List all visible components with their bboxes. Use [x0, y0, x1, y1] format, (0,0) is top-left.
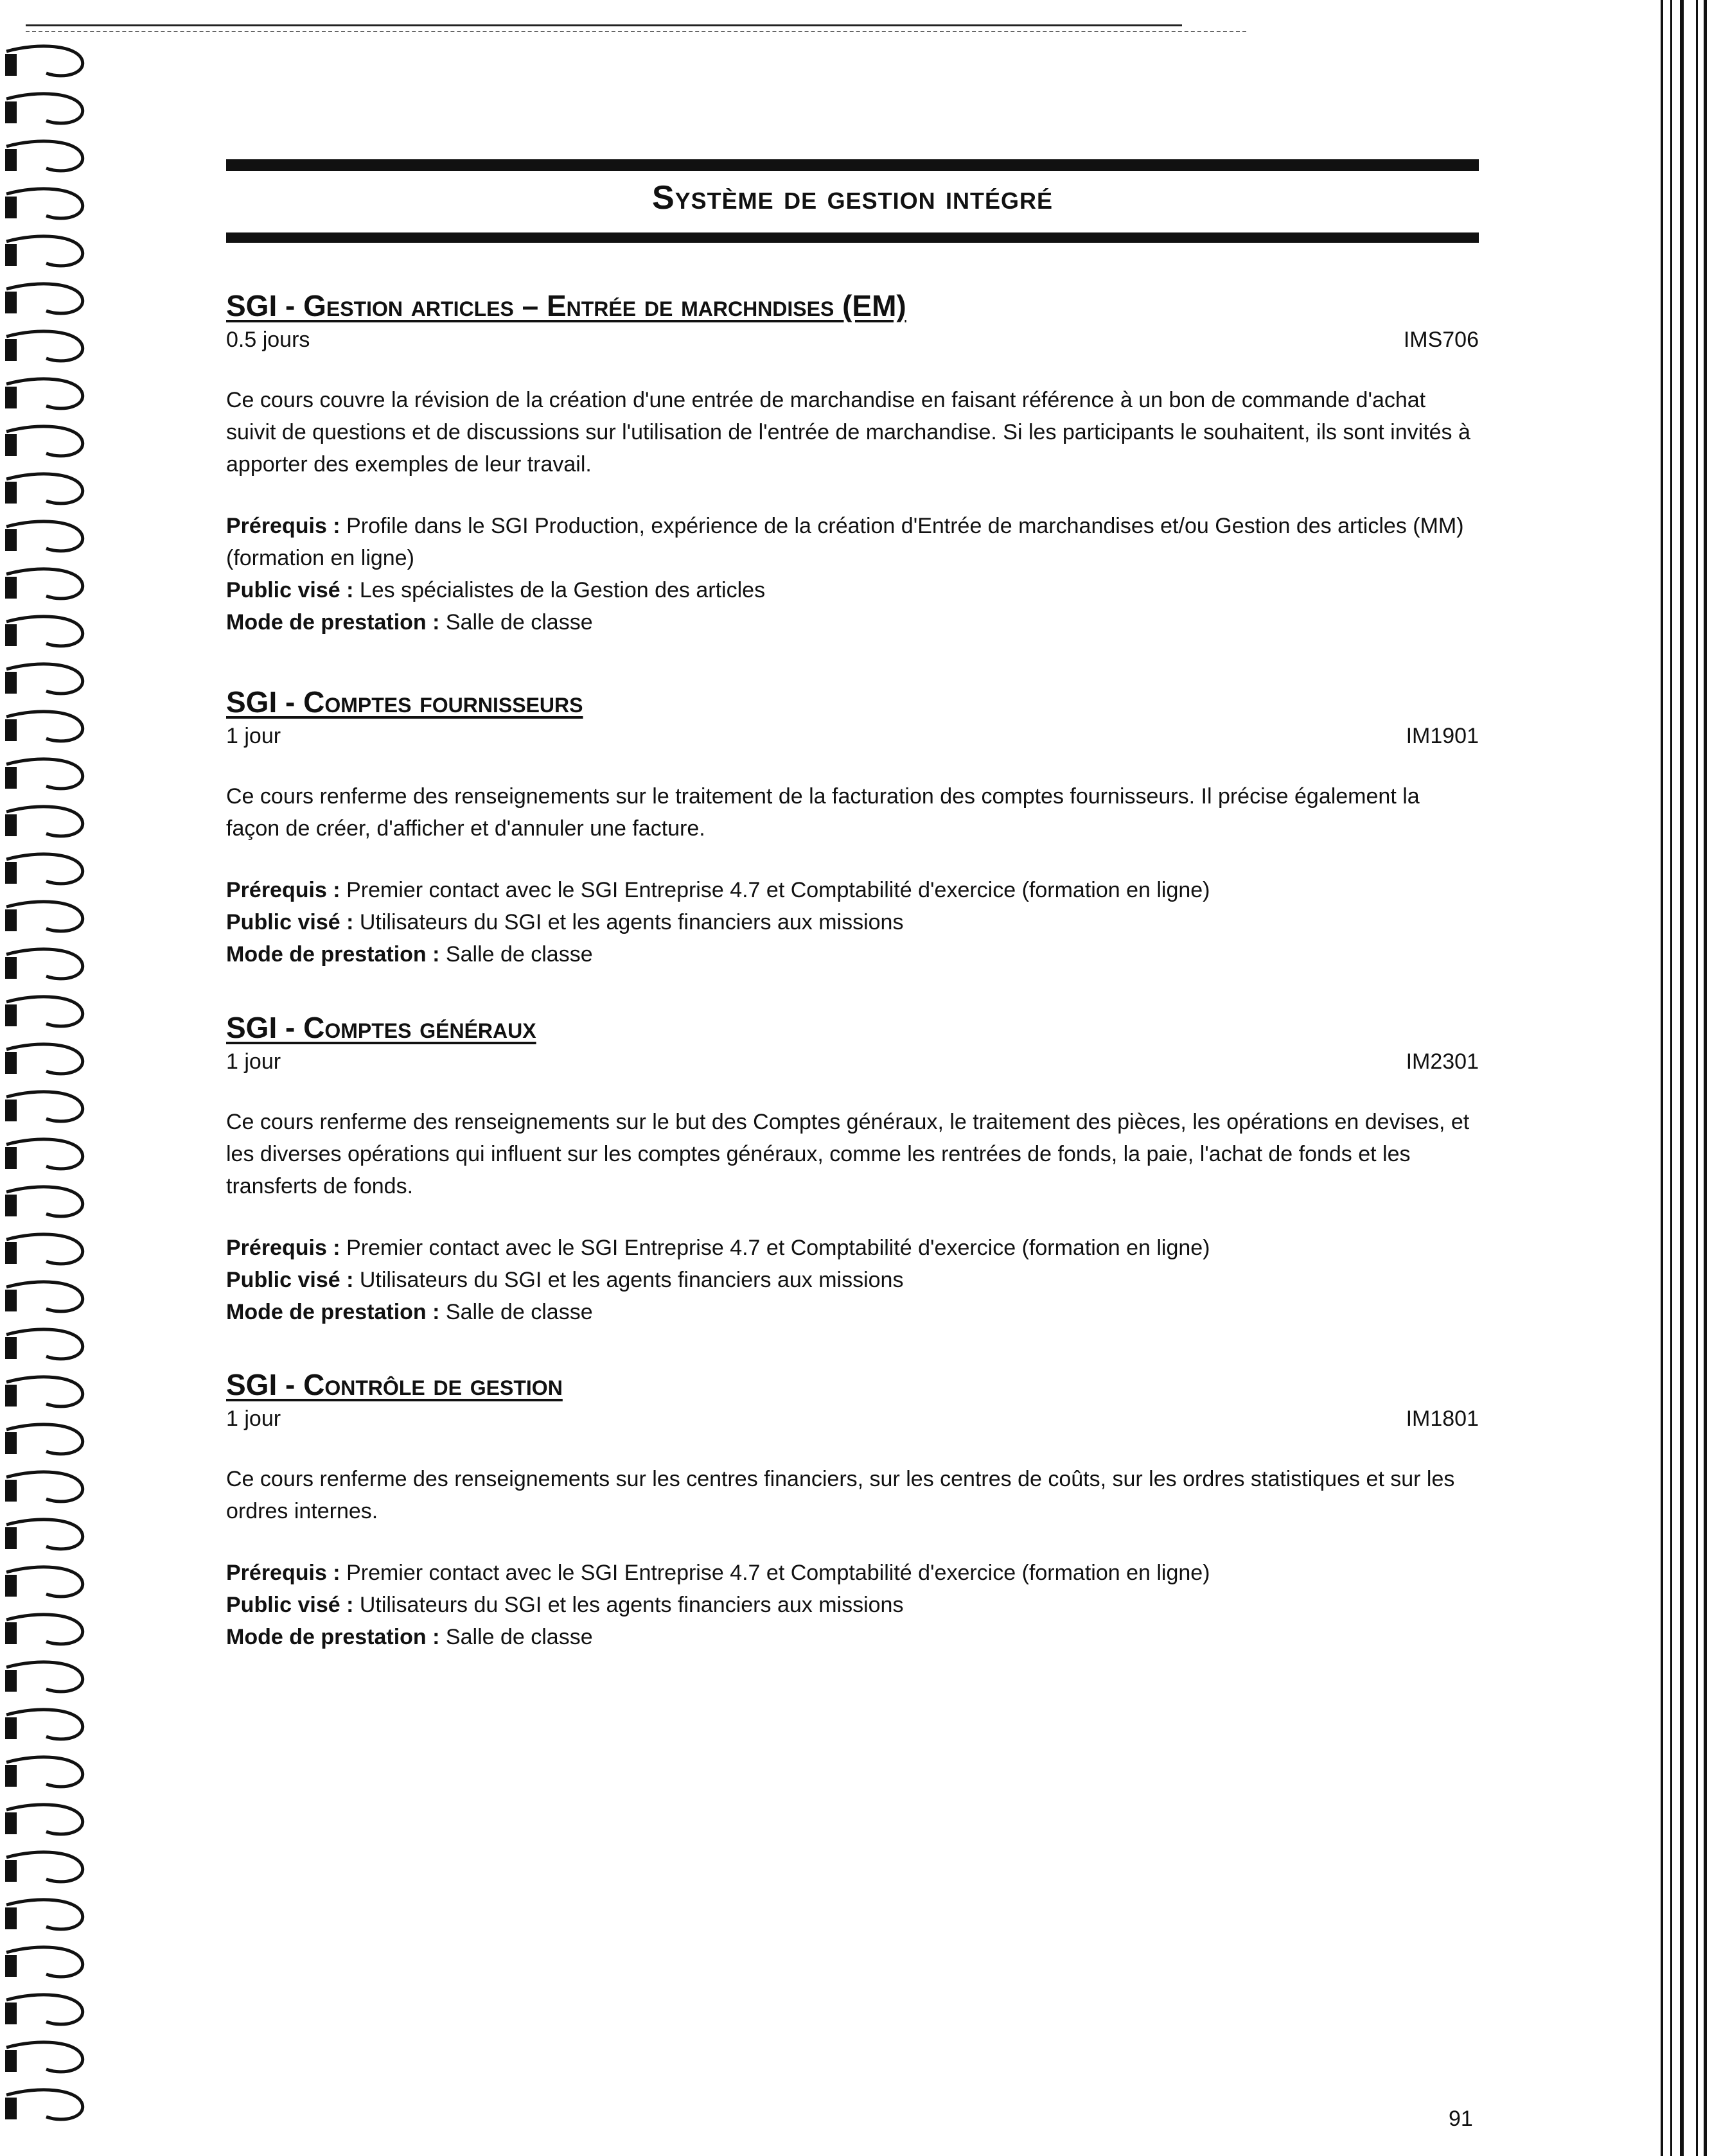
course-title: SGI - Gestion articles – Entrée de marchndises (EM)	[226, 289, 906, 322]
binding-hole	[5, 197, 17, 218]
mode-label: Mode de prestation :	[226, 1300, 440, 1324]
binding-hole	[5, 101, 17, 123]
binding-coil	[6, 1044, 83, 1074]
prerequis-value: Premier contact avec le SGI Entreprise 4.7 et Comptabilité d'exercice (formation en ligne)	[346, 1561, 1210, 1585]
course-duration: 1 jour	[226, 724, 281, 748]
binding-hole	[5, 814, 17, 836]
mode-line	[226, 1296, 1479, 1328]
course-title: SGI - Comptes fournisseurs	[226, 685, 583, 719]
page-edge-line	[1696, 0, 1698, 2156]
course-title: SGI - Comptes généraux	[226, 1011, 536, 1044]
public-value: Utilisateurs du SGI et les agents financiers aux missions	[359, 1268, 904, 1292]
binding-hole	[5, 1575, 17, 1597]
prerequis-label: Prérequis :	[226, 1561, 340, 1585]
public-label: Public visé :	[226, 1593, 354, 1617]
page-title: Système de gestion intégré	[651, 179, 1054, 216]
binding-coil	[6, 664, 83, 694]
binding-coil	[6, 284, 83, 313]
mode-value: Salle de classe	[445, 1625, 593, 1649]
binding-hole	[5, 54, 17, 76]
binding-hole	[5, 529, 17, 551]
public-line	[226, 1264, 1479, 1296]
binding-hole	[5, 1670, 17, 1692]
binding-hole	[5, 1955, 17, 1977]
prerequis-label: Prérequis :	[226, 1236, 340, 1260]
binding-hole	[5, 149, 17, 171]
binding-coil	[6, 1187, 83, 1216]
binding-hole	[5, 577, 17, 599]
prerequis-value: Premier contact avec le SGI Entreprise 4.7 et Comptabilité d'exercice (formation en ligne)	[346, 878, 1210, 902]
course-section	[226, 1010, 1479, 1328]
binding-coil	[6, 997, 83, 1026]
binding-hole	[5, 339, 17, 361]
binding-coil	[6, 1710, 83, 1739]
course-meta	[226, 1404, 1479, 1433]
binding-coil	[6, 1282, 83, 1311]
binding-hole	[5, 1337, 17, 1359]
scan-top-line	[26, 24, 1182, 26]
binding-coil	[6, 1520, 83, 1549]
binding-coil	[6, 331, 83, 361]
binding-hole	[5, 1432, 17, 1454]
binding-hole	[5, 1765, 17, 1787]
public-label: Public visé :	[226, 910, 354, 934]
title-rule-bottom	[226, 232, 1479, 243]
binding-hole	[5, 1812, 17, 1834]
binding-hole	[5, 1290, 17, 1311]
binding-coil	[6, 46, 83, 76]
course-duration: 1 jour	[226, 1049, 281, 1074]
mode-label: Mode de prestation :	[226, 1625, 440, 1649]
binding-coil	[6, 1472, 83, 1502]
binding-coil	[6, 1139, 83, 1169]
prerequis-line	[226, 874, 1479, 906]
binding-coil	[6, 1662, 83, 1692]
binding-coil	[6, 902, 83, 931]
binding-hole	[5, 1480, 17, 1502]
binding-coil	[6, 1329, 83, 1359]
binding-coil	[6, 712, 83, 741]
course-details	[226, 874, 1479, 970]
title-rule-top	[226, 159, 1479, 171]
prerequis-line	[226, 510, 1479, 574]
binding-hole	[5, 2003, 17, 2024]
binding-coil	[6, 1615, 83, 1644]
prerequis-label: Prérequis :	[226, 878, 340, 902]
binding-coil	[6, 521, 83, 551]
course-meta	[226, 1047, 1479, 1076]
course-title: SGI - Contrôle de gestion	[226, 1368, 563, 1401]
course-section	[226, 684, 1479, 970]
course-code: IM1901	[1406, 724, 1479, 748]
binding-coil	[6, 617, 83, 646]
binding-coil	[6, 1757, 83, 1787]
page-edge-line	[1661, 0, 1663, 2156]
mode-line	[226, 606, 1479, 638]
binding-coil	[6, 141, 83, 171]
course-details	[226, 1557, 1479, 1653]
course-description: Ce cours renferme des renseignements sur les centres financiers, sur les centres de coûts, sur les ordres statistiques et sur les ordres internes.	[226, 1467, 1455, 1523]
binding-hole	[5, 1622, 17, 1644]
binding-coil	[6, 949, 83, 979]
mode-label: Mode de prestation :	[226, 610, 440, 635]
binding-hole	[5, 434, 17, 456]
mode-line	[226, 938, 1479, 970]
binding-hole	[5, 957, 17, 979]
public-value: Utilisateurs du SGI et les agents financiers aux missions	[359, 910, 904, 934]
binding-hole	[5, 1385, 17, 1407]
binding-coil	[6, 569, 83, 599]
binding-hole	[5, 1147, 17, 1169]
page-number: 91	[1449, 2107, 1473, 2131]
binding-coil	[6, 1805, 83, 1834]
binding-hole	[5, 1004, 17, 1026]
binding-coil	[6, 1900, 83, 1929]
binding-hole	[5, 292, 17, 313]
binding-hole	[5, 909, 17, 931]
prerequis-label: Prérequis :	[226, 514, 340, 538]
course-section	[226, 288, 1479, 638]
course-description: Ce cours renferme des renseignements sur le but des Comptes généraux, le traitement des pièces, les opérations en devises, et les diverses opérations qui influent sur les comptes généraux, comme les rentrées de fonds, la paie, l'achat de fonds et les transferts de fonds.	[226, 1110, 1470, 1198]
course-description: Ce cours renferme des renseignements sur le traitement de la facturation des comptes fournisseurs. Il précise également la façon de créer, d'afficher et d'annuler une facture.	[226, 784, 1420, 841]
page-edge-line	[1680, 0, 1684, 2156]
binding-coil	[6, 94, 83, 123]
binding-coil	[6, 1995, 83, 2024]
public-line	[226, 1589, 1479, 1621]
binding-hole	[5, 1717, 17, 1739]
public-value: Les spécialistes de la Gestion des articles	[359, 578, 766, 602]
binding-hole	[5, 1907, 17, 1929]
course-duration: 0.5 jours	[226, 328, 310, 352]
binding-coil	[6, 379, 83, 408]
binding-coil	[6, 474, 83, 504]
binding-coil	[6, 854, 83, 884]
binding-coil	[6, 189, 83, 218]
course-meta	[226, 325, 1479, 355]
page-edge-line	[1704, 0, 1707, 2156]
binding-hole	[5, 1860, 17, 1882]
public-line	[226, 574, 1479, 606]
binding-hole	[5, 672, 17, 694]
binding-hole	[5, 624, 17, 646]
binding-hole	[5, 1195, 17, 1216]
binding-coil	[6, 426, 83, 456]
course-meta	[226, 721, 1479, 751]
prerequis-value: Premier contact avec le SGI Entreprise 4.7 et Comptabilité d'exercice (formation en ligne)	[346, 1236, 1210, 1260]
course-section	[226, 1367, 1479, 1653]
binding-hole	[5, 482, 17, 504]
binding-coil	[6, 236, 83, 266]
course-code: IM1801	[1406, 1407, 1479, 1431]
binding-coil	[6, 2042, 83, 2072]
binding-hole	[5, 862, 17, 884]
binding-coil	[6, 1947, 83, 1977]
mode-label: Mode de prestation :	[226, 942, 440, 967]
spiral-binding	[0, 39, 96, 2145]
binding-coil	[6, 1377, 83, 1407]
mode-value: Salle de classe	[445, 1300, 593, 1324]
course-details	[226, 1232, 1479, 1328]
binding-hole	[5, 1100, 17, 1121]
public-label: Public visé :	[226, 578, 354, 602]
prerequis-line	[226, 1557, 1479, 1589]
course-description: Ce cours couvre la révision de la création d'une entrée de marchandise en faisant référence à un bon de commande d'achat suivit de questions et de discussions sur l'utilisation de l'entrée de marchandise. Si les participants le souhaitent, ils sont invités à apporter des exemples de leur travail.	[226, 388, 1470, 477]
mode-value: Salle de classe	[445, 610, 593, 635]
binding-coil	[6, 759, 83, 789]
binding-coil	[6, 1852, 83, 1882]
binding-hole	[5, 1527, 17, 1549]
prerequis-value: Profile dans le SGI Production, expérience de la création d'Entrée de marchandises et/ou Gestion des articles (MM) (formation en ligne)	[226, 514, 1464, 570]
binding-coil	[6, 1567, 83, 1597]
course-code: IMS706	[1403, 328, 1479, 352]
binding-coil	[6, 2090, 83, 2119]
binding-coil	[6, 1234, 83, 1264]
public-value: Utilisateurs du SGI et les agents financiers aux missions	[359, 1593, 904, 1617]
binding-hole	[5, 1052, 17, 1074]
course-duration: 1 jour	[226, 1407, 281, 1431]
binding-coil	[6, 1092, 83, 1121]
scan-top-dashed-line	[26, 31, 1246, 33]
binding-hole	[5, 244, 17, 266]
binding-hole	[5, 1242, 17, 1264]
mode-line	[226, 1621, 1479, 1653]
public-label: Public visé :	[226, 1268, 354, 1292]
page-edge-line	[1670, 0, 1672, 2156]
binding-coil	[6, 1424, 83, 1454]
course-code: IM2301	[1406, 1049, 1479, 1074]
binding-hole	[5, 387, 17, 408]
binding-hole	[5, 2050, 17, 2072]
binding-hole	[5, 719, 17, 741]
binding-hole	[5, 767, 17, 789]
public-line	[226, 906, 1479, 938]
mode-value: Salle de classe	[445, 942, 593, 967]
binding-coil	[6, 807, 83, 836]
prerequis-line	[226, 1232, 1479, 1264]
course-details	[226, 510, 1479, 638]
binding-hole	[5, 2098, 17, 2119]
